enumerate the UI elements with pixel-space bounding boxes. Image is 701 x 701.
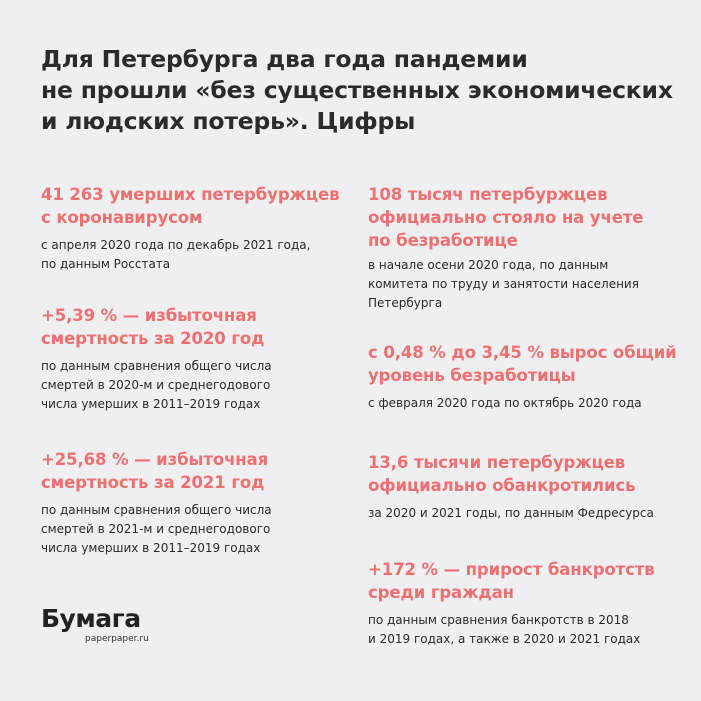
fact-note (41, 236, 339, 274)
fact-headline (368, 451, 654, 497)
note-line: по данным сравнения общего числа (41, 503, 272, 517)
fact-unemployed-registered (368, 183, 643, 313)
headline-line: смертность за 2020 год (41, 329, 265, 348)
headline-line: среди граждан (368, 583, 514, 602)
fact-bankruptcies (368, 451, 654, 523)
headline-line: официально стояло на учете (368, 208, 644, 227)
fact-unemployment-rate (368, 341, 677, 413)
note-line: смертей в 2020-м и среднегодового (41, 378, 271, 392)
fact-note (368, 611, 655, 649)
fact-note (368, 256, 643, 313)
brand-logo (41, 605, 149, 645)
headline-line: 41 263 умерших петербуржцев (41, 185, 340, 204)
fact-excess-2020 (41, 304, 272, 414)
note-line: Петербурга (368, 296, 443, 310)
note-line: числа умерших в 2011–2019 годах (41, 397, 261, 411)
logo-name: Бумага (41, 604, 141, 633)
headline-line: 108 тысяч петербуржцев (368, 185, 608, 204)
headline-line: +5,39 % — избыточная (41, 306, 257, 325)
headline-line: по безработице (368, 231, 518, 250)
note-line: по данным Росстата (41, 257, 171, 271)
fact-headline (41, 304, 272, 350)
headline-line: официально обанкротились (368, 476, 636, 495)
fact-headline (368, 183, 643, 252)
title-line-2: не прошли «без существенных экономических (41, 76, 673, 104)
fact-headline (41, 183, 339, 229)
headline-line: 13,6 тысячи петербуржцев (368, 453, 626, 472)
logo-url: paperpaper.ru (85, 634, 149, 644)
note-line: за 2020 и 2021 годы, по данным Федресурса (368, 506, 654, 520)
note-line: числа умерших в 2011–2019 годах (41, 541, 261, 555)
headline-line: смертность за 2021 год (41, 473, 265, 492)
title-line-1: Для Петербурга два года пандемии (41, 45, 528, 73)
headline-line: уровень безработицы (368, 366, 576, 385)
headline-line: с коронавирусом (41, 208, 203, 227)
fact-note (368, 504, 654, 523)
note-line: в начале осени 2020 года, по данным (368, 258, 609, 272)
fact-headline (368, 341, 677, 387)
fact-note (368, 394, 677, 413)
fact-excess-2021 (41, 448, 272, 558)
note-line: по данным сравнения общего числа (41, 359, 272, 373)
fact-bankruptcy-growth (368, 558, 655, 649)
fact-headline (41, 448, 272, 494)
fact-note (41, 501, 272, 558)
note-line: по данным сравнения банкротств в 2018 (368, 613, 629, 627)
headline-line: +25,68 % — избыточная (41, 450, 269, 469)
page-title (41, 44, 681, 137)
note-line: и 2019 годах, а также в 2020 и 2021 годах (368, 632, 641, 646)
note-line: комитета по труду и занятости населения (368, 277, 639, 291)
headline-line: +172 % — прирост банкротств (368, 560, 655, 579)
fact-headline (368, 558, 655, 604)
note-line: с февраля 2020 года по октябрь 2020 года (368, 396, 642, 410)
fact-note (41, 357, 272, 414)
note-line: смертей в 2021-м и среднегодового (41, 522, 271, 536)
note-line: с апреля 2020 года по декабрь 2021 года, (41, 238, 311, 252)
headline-line: с 0,48 % до 3,45 % вырос общий (368, 343, 677, 362)
title-line-3: и людских потерь». Цифры (41, 107, 416, 135)
fact-deaths-total (41, 183, 339, 274)
